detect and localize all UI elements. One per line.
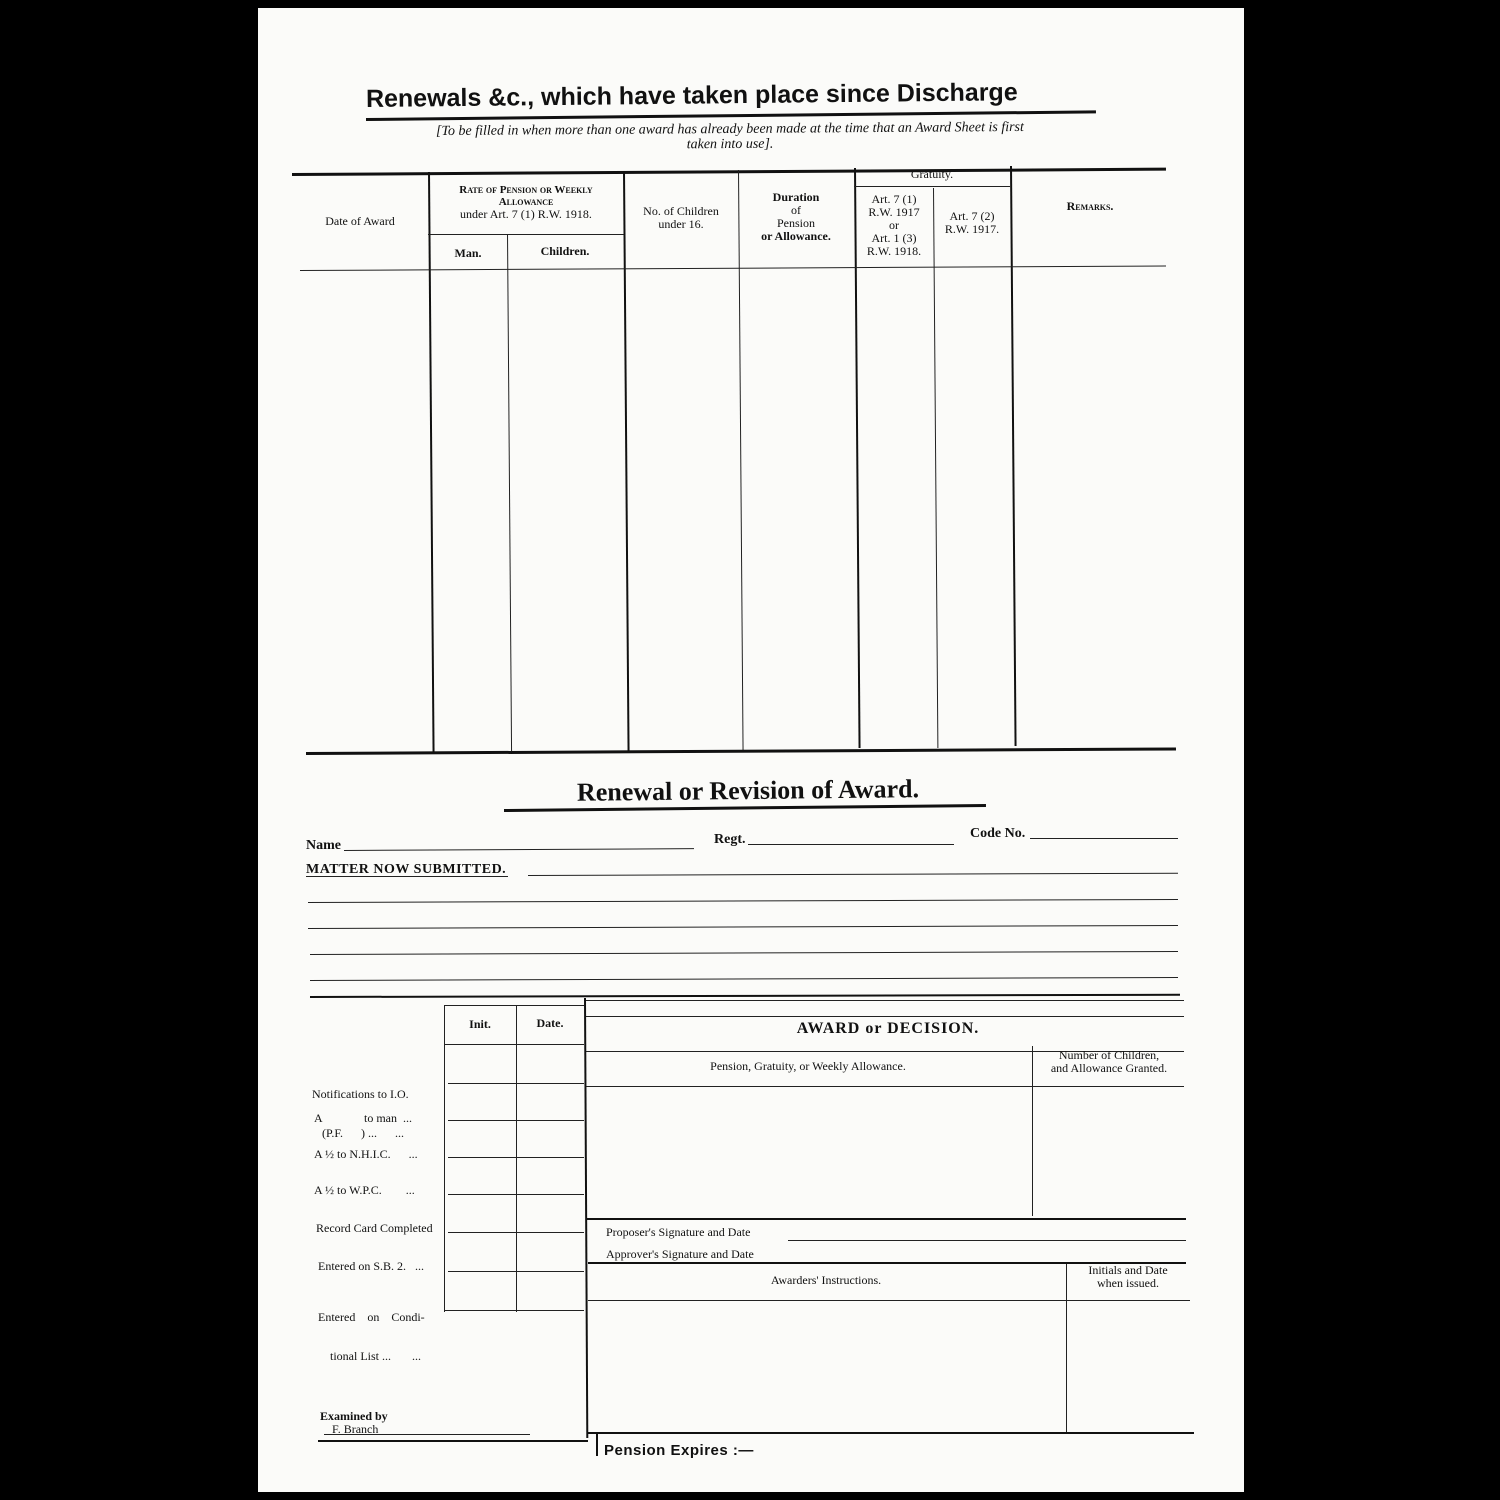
notification-row-label-2: tional List ... ... [330,1349,421,1363]
award-top-rule-1 [586,1000,1184,1001]
matter-bottom-rule [310,994,1180,998]
pension-gratuity-header: Pension, Gratuity, or Weekly Allowance. [710,1059,906,1073]
init-date-top-rule [444,1005,584,1006]
notification-row-sb2: Entered on S.B. 2. ... [318,1259,424,1273]
award-sheet-page [258,8,1244,1492]
notification-row-label-2: (P.F. ) ... ... [322,1126,405,1140]
proposer-signature-line[interactable] [788,1240,1186,1241]
number-of-children-header [1034,1049,1184,1075]
rate-of-pension-header [430,184,622,221]
page-title: Renewals &c., which have taken place since Discharge [365,78,1018,113]
notification-row-record-card: Record Card Completed [316,1221,433,1235]
rate-header-line-2: Allowance [498,196,554,208]
init-cell-rule-5[interactable] [448,1232,584,1233]
notification-row-nhic: A ½ to N.H.I.C. ... [314,1147,418,1161]
matter-line-3[interactable] [308,925,1178,929]
man-header: Man. [454,246,482,260]
children-col-line-1: Number of Children, [1058,1048,1160,1062]
notification-row-label: Entered on Condi- [318,1310,425,1324]
no-children-line-1: No. of Children [643,204,719,218]
table-bottom-rule [306,747,1176,755]
duration-header [740,191,852,243]
awarders-instructions-header: Awarders' Instructions. [770,1273,882,1287]
grat-col2-line-2: R.W. 1917. [944,222,1000,236]
matter-line-2[interactable] [308,899,1178,903]
examined-by-label [320,1410,388,1436]
grat-col1-line-5: R.W. 1918. [866,244,922,258]
pension-expires-label: Pension Expires :— [604,1442,754,1459]
examined-signature-line[interactable] [324,1434,530,1435]
award-header-rule [586,1086,1184,1087]
matter-line-5[interactable] [310,977,1178,981]
children-header: Children. [540,244,590,258]
proposer-signature-label: Proposer's Signature and Date [606,1225,751,1239]
col-divider-3 [623,171,630,751]
regt-field-line[interactable] [748,844,954,845]
subtitle-line-1: [To be filled in when more than one award has already been made at the time that an Award Sheet is first [435,119,1024,140]
name-label: Name [306,838,341,853]
date-of-award-header: Date of Award [325,214,395,228]
lower-left-bottom-rule [318,1440,588,1442]
award-col-divider [1032,1046,1033,1216]
col-divider-6 [933,188,938,748]
init-cell-rule-6[interactable] [448,1271,584,1272]
code-no-label: Code No. [970,826,1026,841]
gratuity-col-2-header [935,210,1009,236]
initials-and-date-header [1068,1264,1188,1290]
init-date-header-rule [444,1044,584,1045]
children-col-line-2: and Allowance Granted. [1050,1061,1168,1075]
matter-line-1[interactable] [528,873,1178,876]
init-cell-rule-1[interactable] [448,1083,584,1084]
init-cell-rule-2[interactable] [448,1120,584,1121]
award-top-rule-2 [586,1016,1184,1017]
grat-col2-line-1: Art. 7 (2) [949,209,995,223]
grat-col1-line-4: Art. 1 (3) [871,231,917,245]
examined-line-2: F. Branch [332,1422,379,1436]
subtitle-line-2: taken into use]. [686,136,774,153]
award-or-decision-title: AWARD or DECISION. [796,1020,980,1037]
no-children-line-2: under 16. [658,217,704,231]
rate-header-line-3: under Art. 7 (1) R.W. 1918. [460,207,592,221]
notification-row-conditional [318,1285,448,1389]
page-subtitle [330,119,1130,155]
grat-col1-line-3: or [889,218,899,232]
table-top-rule [292,168,1166,176]
duration-line-3: Pension [776,216,815,230]
initials-line-1: Initials and Date [1088,1263,1168,1277]
name-field-line[interactable] [344,848,694,851]
revision-title: Renewal or Revision of Award. [576,774,920,807]
pension-expires-tick [596,1434,598,1456]
gratuity-subheader-rule [854,186,1010,187]
instructions-col-divider [1066,1264,1067,1432]
no-of-children-header [625,205,737,231]
rate-subheader-rule [428,234,624,235]
initials-line-2: when issued. [1097,1276,1159,1290]
examined-line-1: Examined by [320,1409,388,1423]
remarks-header: Remarks. [1066,199,1114,213]
init-header: Init. [469,1017,491,1031]
matter-now-submitted-label: MATTER NOW SUBMITTED. [306,862,507,877]
init-date-divider [516,1006,517,1312]
regt-label: Regt. [714,832,746,847]
col-divider-4 [738,170,744,750]
grat-col1-line-2: R.W. 1917 [868,205,920,219]
col-divider-2 [507,234,512,754]
pension-expires-rule [588,1432,1194,1434]
award-body-bottom-rule [586,1218,1186,1220]
grat-col1-line-1: Art. 7 (1) [871,192,917,206]
notification-row-man: A to man ... [314,1111,412,1125]
duration-line-1: Duration [772,190,820,204]
init-cell-rule-3[interactable] [448,1157,584,1158]
rate-header-line-1: Rate of Pension or Weekly [459,184,593,196]
gratuity-header: Gratuity. [910,167,954,181]
approver-signature-label: Approver's Signature and Date [606,1247,754,1261]
col-divider-7 [1010,166,1017,746]
duration-line-4: or Allowance. [761,229,831,243]
matter-label-underline [306,876,508,877]
init-col-left [444,1006,445,1312]
duration-line-2: of [791,203,801,217]
matter-line-4[interactable] [310,951,1178,955]
notification-row-wpc: A ½ to W.P.C. ... [314,1183,415,1197]
instructions-header-rule [588,1300,1190,1301]
init-cell-bottom-rule [444,1310,584,1311]
notification-row-label: Notifications to I.O. [312,1087,409,1101]
code-no-field-line[interactable] [1030,838,1178,839]
date-header: Date. [536,1016,564,1030]
gratuity-col-1-header [856,193,932,258]
init-cell-rule-4[interactable] [448,1194,584,1195]
